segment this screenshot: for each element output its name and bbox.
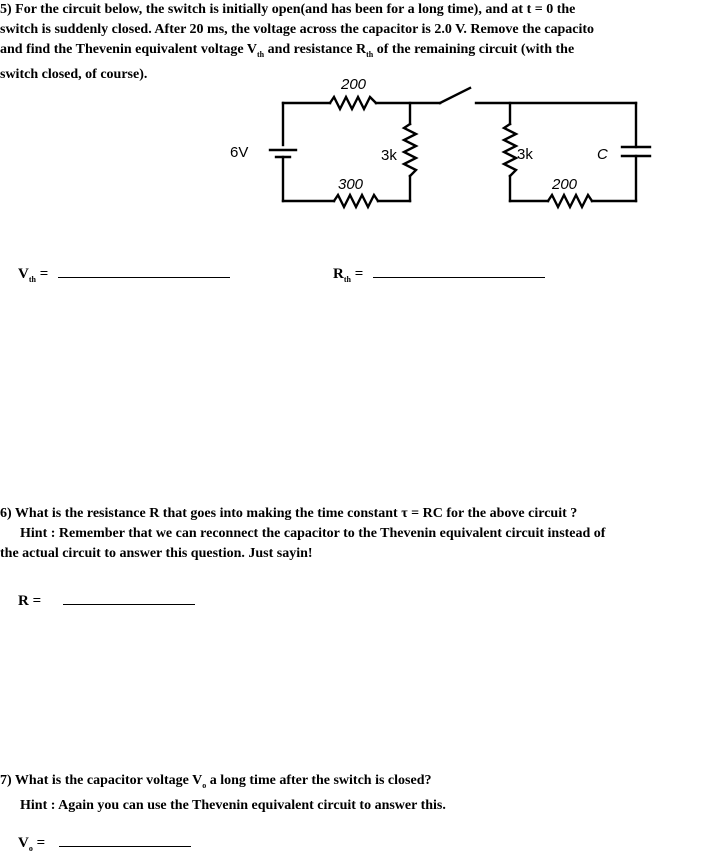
label-6v: 6V — [230, 144, 249, 161]
q5-line-4: switch closed, of course). — [0, 66, 148, 82]
q7-text — [0, 771, 446, 816]
label-r-bottom-right: 200 — [552, 176, 578, 193]
resistor-bottom-200 — [548, 195, 592, 207]
vo-answer — [18, 832, 191, 853]
r-answer — [18, 590, 195, 610]
vth-answer — [18, 263, 230, 284]
q5-line-2: switch is suddenly closed. After 20 ms, the voltage across the capacitor is 2.0 V. Remove the capacito — [0, 22, 595, 37]
q6-line-1: 6) What is the resistance R that goes into making the time constant τ = RC for the above circuit ? — [0, 506, 578, 521]
q5-line-1: 5) For the circuit below, the switch is initially open(and has been for a long time), and at t = 0 the — [0, 2, 576, 17]
vo-blank[interactable] — [59, 832, 191, 847]
label-capacitor: C — [597, 146, 608, 163]
q6-line-3: the actual circuit to answer this question. Just sayin! — [0, 546, 313, 561]
q5-line-3: and find the Thevenin equivalent voltage $V_{th}$ and resistance $R_{th}$ of the remaining circuit (with the — [0, 42, 575, 59]
vo-label: $V_o$ = — [18, 835, 46, 853]
q7-line-2: Hint : Again you can use the Thevenin equivalent circuit to answer this. — [20, 797, 446, 813]
q6-text — [0, 504, 605, 564]
rth-blank[interactable] — [373, 263, 545, 278]
vth-blank[interactable] — [58, 263, 230, 278]
label-r-bottom: 300 — [338, 176, 364, 193]
r-blank[interactable] — [63, 590, 195, 605]
resistor-mid-3k — [404, 124, 416, 176]
q7-line-1: 7) What is the capacitor voltage $V_o$ a long time after the switch is closed? — [0, 773, 432, 790]
label-r-top: 200 — [341, 76, 367, 93]
label-r-right: 3k — [517, 146, 533, 163]
switch-blade — [440, 88, 470, 103]
q5-text — [0, 0, 594, 85]
r-label: R = — [18, 593, 42, 609]
q6-line-2: Hint : Remember that we can reconnect the capacitor to the Thevenin equivalent circuit instead of — [20, 526, 606, 541]
resistor-bottom-300 — [334, 195, 378, 207]
resistor-right-3k — [504, 124, 516, 176]
resistor-top-200 — [330, 97, 376, 109]
vth-label: $V_{th}$ = — [18, 266, 49, 284]
label-r-mid: 3k — [381, 147, 397, 164]
rth-label: $R_{th}$ = — [333, 266, 364, 284]
rth-answer — [333, 263, 545, 284]
